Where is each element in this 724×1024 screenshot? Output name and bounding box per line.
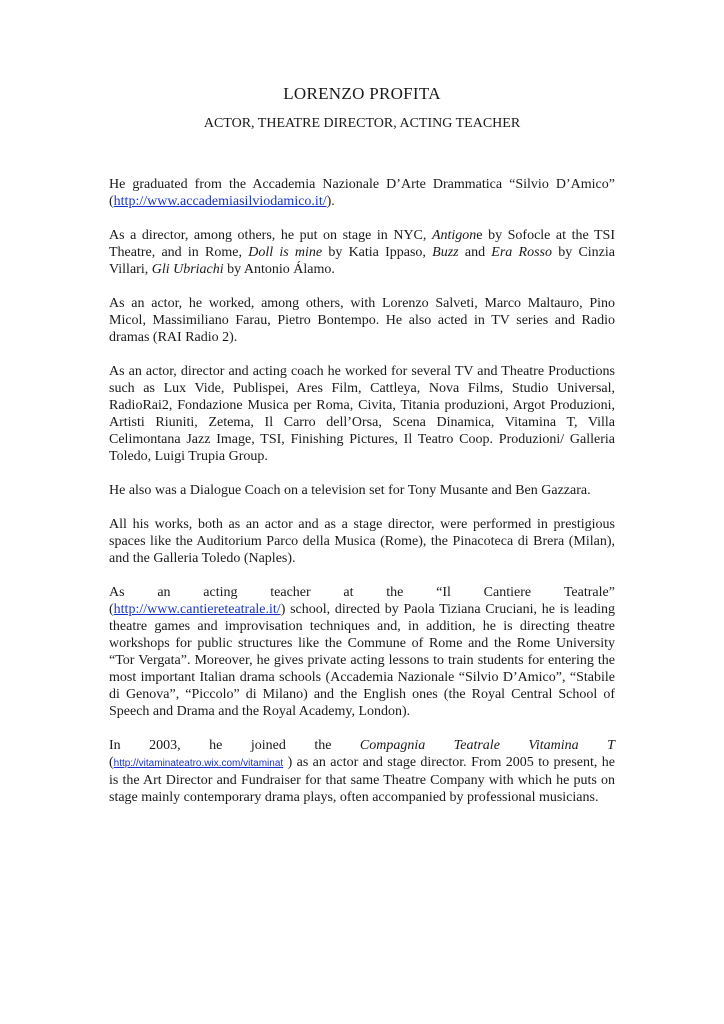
p8-text-1: ( [109,755,114,770]
word: the [386,585,404,600]
paragraph-productions: As an actor, director and acting coach he worked for several TV and Theatre Productions such as Lux Vide, Publispei, Ares Film, Cattleya, Nova Films, Studio Universal, RadioRai2, Fondazione Musica per Roma, Civita, Titania produzioni, Argot Produzioni, Artisti Riuniti, Zetema, Il Carro dell’Orsa, Scena Dinamica, Vitamina T, Villa Celimontana Jazz Image, TSI, Finishing Pictures, Il Teatro Coop. Produzioni/ Galleria Toledo, Luigi Trupia Group. [109,364,615,464]
work-title: Era Rosso [491,245,552,260]
word: teacher [270,585,311,600]
paragraph-vitamina [109,737,615,806]
p2-text: by Cinzia Villari, [109,245,615,277]
word: Teatrale” [563,585,615,600]
cantiere-link[interactable]: http://www.cantiereteatrale.it/ [113,602,281,617]
word: “Il [436,585,451,600]
word: 2003, [149,738,181,753]
p2-text: by Katia Ippaso, [322,245,433,260]
paragraph-venues: All his works, both as an actor and as a stage director, were performed in prestigious spaces like the Auditorium Parco della Musica (Rome), the Pinacoteca di Brera (Milan), and the Galleria Toledo (Naples). [109,517,615,566]
p2-text: e by Sofocle at the TSI Theatre, and in Rome, [109,228,615,260]
word: the [314,738,332,753]
paragraph-dialogue-coach: He also was a Dialogue Coach on a television set for Tony Musante and Ben Gazzara. [109,483,591,498]
p2-text: and [458,245,492,260]
word: acting [203,585,238,600]
teacher-first-line [109,584,615,601]
paragraph-teacher [109,584,615,720]
person-name: LORENZO PROFITA [283,84,441,103]
word: In [109,738,121,753]
vitamina-link[interactable]: http://vitaminateatro.wix.com/vitaminat [113,758,284,769]
p8-text-2: ) as an actor and stage director. From 2005 to present, he is the Art Director and Fundraiser for that same Theatre Company with which he puts on stage mainly contemporary drama plays, often accompanied by professional musicians. [109,755,615,805]
company-word: T [607,738,615,753]
p2-text: by Antonio Álamo. [223,262,335,277]
p7-text-1: ( [109,602,114,617]
paragraph-actor: As an actor, he worked, among others, with Lorenzo Salveti, Marco Maltauro, Pino Micol, Massimiliano Farau, Pietro Bontempo. He also acted in TV series and Radio dramas (RAI Radio 2). [109,296,615,345]
p2-text: As a director, among others, he put on stage in NYC, [109,228,432,243]
paragraph-education [109,176,615,210]
vitamina-first-line [109,737,615,754]
word: an [157,585,171,600]
p1-text-1: He graduated from the Accademia Nazionale D’Arte Drammatica “Silvio D’Amico” ( [109,177,615,209]
company-word: Compagnia [359,738,426,753]
p1-text-2: ). [326,194,335,209]
person-roles: ACTOR, THEATRE DIRECTOR, ACTING TEACHER [203,116,521,131]
work-title: Buzz [432,245,459,260]
paragraph-director [109,227,615,278]
word: joined [250,738,286,753]
work-title: Gli Ubriachi [151,262,224,277]
work-title: Antigon [431,228,477,243]
word: he [209,738,223,753]
word: Cantiere [483,585,532,600]
document-page [109,84,615,823]
company-word: Vitamina [528,738,579,753]
company-word: Teatrale [453,738,500,753]
word: As [109,585,125,600]
accademia-link[interactable]: http://www.accademiasilviodamico.it/ [113,194,327,209]
word: at [343,585,354,600]
work-title: Doll is mine [248,245,323,260]
p7-text-2: ) school, directed by Paola Tiziana Cruciani, he is leading theatre games and improvisation techniques and, in addition, he is directing theatre workshops for public structures like the Commune of Rome and the Rome University “Tor Vergata”. Moreover, he gives private acting lessons to train students for entering the most important Italian drama schools (Accademia Nazionale “Silvio D’Amico”, “Stabile di Genova”, “Piccolo” di Milano) and the English ones (the Royal Central School of Speech and Drama and the Royal Academy, London). [109,602,615,719]
